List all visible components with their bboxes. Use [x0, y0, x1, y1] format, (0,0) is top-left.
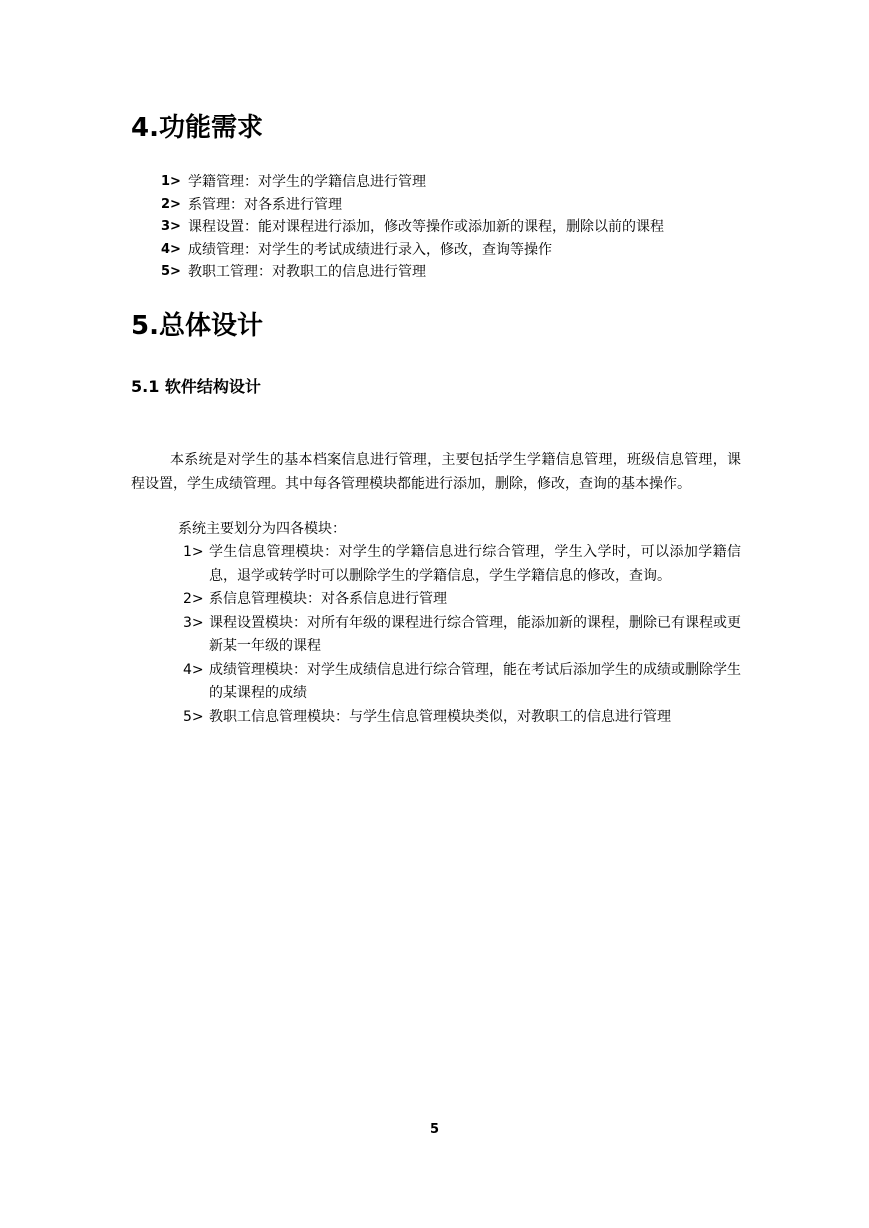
list-item-number: 3>: [183, 614, 204, 631]
list-item: [183, 659, 741, 706]
list-item-number: 4>: [183, 661, 204, 678]
list-item-number: 5>: [183, 708, 204, 725]
list-item-text: 成绩管理：对学生的考试成绩进行录入，修改，查询等操作: [188, 241, 552, 258]
list-item: [161, 239, 664, 262]
modules-list: [183, 541, 741, 729]
page-number: 5: [429, 1122, 440, 1137]
list-item: [183, 706, 741, 730]
list-item: [161, 216, 664, 239]
requirements-list: [161, 171, 664, 284]
list-item: [183, 588, 741, 612]
list-item-text: 教职工信息管理模块：与学生信息管理模块类似，对教职工的信息进行管理: [209, 708, 671, 725]
list-item-number: 1>: [161, 174, 181, 189]
list-item: [183, 541, 741, 588]
list-item: [183, 612, 741, 659]
list-item-text: 系管理：对各系进行管理: [188, 196, 342, 213]
list-item-number: 5>: [161, 264, 181, 279]
list-item: [161, 194, 664, 217]
list-item-text: 教职工管理：对教职工的信息进行管理: [188, 264, 426, 280]
list-item-text: 课程设置：能对课程进行添加，修改等操作或添加新的课程，删除以前的课程: [188, 219, 664, 235]
intro-paragraph: 本系统是对学生的基本档案信息进行管理，主要包括学生学籍信息管理，班级信息管理，课程设置，学生成绩管理。其中每各管理模块都能进行添加，删除，修改，查询的基本操作。: [131, 452, 741, 492]
list-item-number: 1>: [183, 544, 204, 560]
list-item-text: 学籍管理：对学生的学籍信息进行管理: [188, 174, 426, 190]
list-item-text: 学生信息管理模块：对学生的学籍信息进行综合管理，学生入学时，可以添加学籍信息，退学或转学时可以删除学生的学籍信息，学生学籍信息的修改，查询。: [209, 544, 741, 584]
list-item-number: 4>: [161, 241, 181, 257]
section-5-1-heading: 5.1 软件结构设计: [131, 377, 261, 396]
list-item-number: 3>: [161, 219, 181, 234]
section-5-heading: 5.总体设计: [131, 311, 263, 341]
section-4-heading: 4.功能需求: [131, 113, 263, 143]
list-item-number: 2>: [161, 196, 181, 212]
list-item-number: 2>: [183, 591, 204, 607]
list-item-text: 成绩管理模块：对学生成绩信息进行综合管理，能在考试后添加学生的成绩或删除学生的某课程的成绩: [209, 661, 741, 701]
list-item: [161, 261, 664, 284]
list-item-text: 课程设置模块：对所有年级的课程进行综合管理，能添加新的课程，删除已有课程或更新某一年级的课程: [209, 614, 741, 654]
list-item-text: 系信息管理模块：对各系信息进行管理: [209, 591, 447, 607]
modules-intro: 系统主要划分为四各模块：: [178, 521, 346, 537]
list-item: [161, 171, 664, 194]
